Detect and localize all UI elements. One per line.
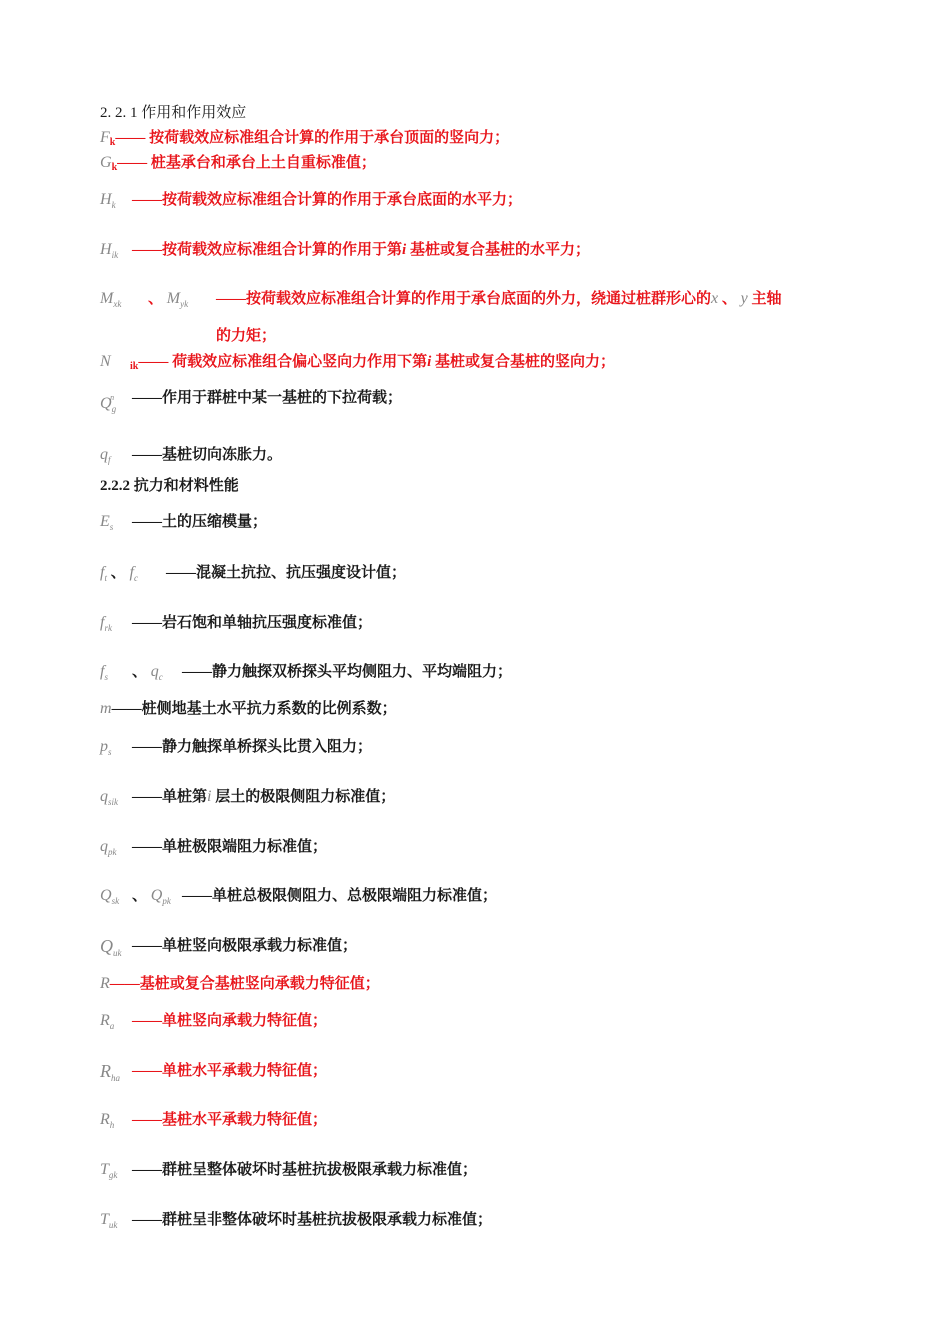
def-qsk-qpk — [100, 886, 498, 911]
definition-text-2: 基桩或复合基桩的水平力； — [406, 242, 590, 258]
symbol: G — [100, 154, 112, 171]
symbol: N — [100, 353, 111, 370]
symbol: R — [100, 1012, 110, 1029]
definition-text: —— 荷载效应标准组合偏心竖向力作用下第 — [138, 354, 428, 370]
definition-text: ——按荷载效应标准组合计算的作用于承台底面的水平力； — [132, 192, 523, 208]
definition-text: ——单桩第 — [132, 789, 208, 805]
subscript: ha — [111, 1073, 120, 1083]
definition-text-2: 主轴 — [747, 291, 782, 307]
definition-text: ——静力触探双桥探头平均侧阻力、平均端阻力； — [182, 664, 513, 680]
definition-text: ——单桩竖向承载力特征值； — [132, 1013, 328, 1029]
def-fk — [100, 128, 509, 153]
def-qsik — [100, 787, 396, 812]
def-qpk — [100, 837, 328, 862]
superscript: n — [110, 393, 115, 402]
symbol: E — [100, 513, 110, 530]
subscript: t — [104, 573, 107, 583]
subscript: s — [108, 747, 112, 757]
definition-text: —— 桩基承台和承台上土自重标准值； — [117, 155, 376, 171]
heading-text: 2.2.2 抗力和材料性能 — [100, 478, 239, 494]
definition-text: ——作用于群桩中某一基桩的下拉荷载； — [132, 390, 403, 406]
symbol: p — [100, 738, 108, 755]
subscript: k — [109, 137, 116, 148]
def-quk — [100, 936, 358, 963]
section-heading-2-2-2 — [100, 476, 239, 496]
definition-text: ——岩石饱和单轴抗压强度标准值； — [132, 615, 373, 631]
definition-text: ——按荷载效应标准组合计算的作用于承台底面的外力，绕通过桩群形心的 — [216, 291, 712, 307]
separator: 、 — [148, 291, 164, 307]
def-m — [100, 699, 397, 719]
def-rh — [100, 1110, 328, 1135]
subscript-2: c — [133, 573, 138, 583]
subscript: gk — [108, 1170, 118, 1180]
subscript: s — [104, 672, 108, 682]
def-mxk-cont — [216, 326, 276, 346]
index-symbol: i — [207, 788, 212, 805]
symbol: H — [100, 241, 112, 258]
subscript-2: yk — [180, 299, 189, 309]
subscript: ik — [111, 250, 119, 260]
def-ra — [100, 1011, 328, 1036]
subscript: a — [109, 1021, 115, 1031]
def-qgn — [100, 388, 403, 419]
definition-text: ——基桩水平承载力特征值； — [132, 1112, 328, 1128]
definition-text-2: 层土的极限侧阻力标准值； — [211, 789, 396, 805]
def-qf — [100, 445, 283, 470]
separator: 、 — [106, 565, 126, 581]
def-fs-qc — [100, 662, 513, 687]
subscript: g — [111, 404, 117, 414]
definition-text: ——基桩或复合基桩竖向承载力特征值； — [109, 976, 380, 992]
definition-text: ——单桩水平承载力特征值； — [132, 1063, 328, 1079]
symbol: q — [100, 788, 108, 805]
symbol: q — [100, 446, 108, 463]
subscript-2: c — [158, 672, 163, 682]
definition-text: ——单桩极限端阻力标准值； — [132, 839, 328, 855]
x-symbol: x — [711, 290, 719, 307]
subscript: rk — [104, 623, 112, 633]
symbol-2: Q — [150, 887, 163, 904]
symbol: m — [100, 700, 112, 717]
symbol: Q — [100, 395, 112, 412]
section-heading-2-2-1 — [100, 103, 246, 123]
subscript: xk — [113, 299, 122, 309]
def-tuk — [100, 1210, 493, 1235]
symbol: T — [100, 1161, 109, 1178]
heading-text: 2. 2. 1 作用和作用效应 — [100, 105, 247, 121]
symbol-2: q — [150, 663, 159, 680]
definition-text: ——基桩切向冻胀力。 — [132, 447, 283, 463]
definition-text: ——群桩呈整体破坏时基桩抗拔极限承载力标准值； — [132, 1162, 478, 1178]
def-nik — [100, 352, 616, 372]
def-mxk-myk — [100, 289, 782, 314]
definition-text: ——群桩呈非整体破坏时基桩抗拔极限承载力标准值； — [132, 1212, 493, 1228]
subscript: k — [111, 162, 118, 173]
index-symbol: i — [427, 354, 432, 370]
subscript-2: pk — [162, 896, 171, 906]
def-tgk — [100, 1160, 478, 1185]
symbol: Q — [100, 887, 112, 904]
separator: 、 — [132, 664, 148, 680]
subscript: uk — [113, 948, 122, 958]
symbol: H — [100, 191, 112, 208]
definition-text: ——桩侧地基土水平抗力系数的比例系数； — [111, 701, 397, 717]
definition-text: ——单桩总极限侧阻力、总极限端阻力标准值； — [182, 888, 498, 904]
subscript: ik — [130, 361, 139, 372]
symbol: M — [100, 290, 114, 307]
definition-text: ——单桩竖向极限承载力标准值； — [132, 938, 358, 954]
symbol: R — [100, 975, 110, 992]
index-symbol: i — [402, 242, 407, 258]
definition-text: ——按荷载效应标准组合计算的作用于第 — [132, 242, 403, 258]
def-hik — [100, 240, 590, 265]
def-frk — [100, 613, 373, 638]
separator: 、 — [132, 888, 148, 904]
y-symbol: y — [740, 290, 748, 307]
subscript: f — [108, 455, 111, 465]
def-gk — [100, 153, 376, 178]
symbol: R — [100, 1061, 111, 1081]
symbol: R — [100, 1111, 110, 1128]
definition-text-2: 基桩或复合基桩的竖向力； — [431, 354, 616, 370]
symbol-2: f — [129, 564, 134, 581]
subscript: sik — [108, 797, 118, 807]
subscript: s — [109, 522, 114, 532]
subscript: pk — [108, 847, 117, 857]
symbol: f — [100, 663, 105, 680]
subscript: k — [111, 200, 116, 210]
def-ps — [100, 737, 373, 762]
definition-text: ——混凝土抗拉、抗压强度设计值； — [166, 565, 407, 581]
definition-text: ——土的压缩模量； — [132, 514, 268, 530]
symbol-2: M — [166, 290, 181, 307]
definition-text: ——静力触探单桥探头比贯入阻力； — [132, 739, 373, 755]
definition-text: —— 按荷载效应标准组合计算的作用于承台顶面的竖向力； — [115, 130, 510, 146]
def-r — [100, 974, 380, 994]
symbol: f — [100, 614, 105, 631]
definition-text-3: 的力矩； — [216, 328, 277, 344]
symbol: f — [100, 564, 105, 581]
subscript: h — [109, 1120, 115, 1130]
def-hk — [100, 190, 523, 215]
def-es — [100, 512, 268, 537]
symbol: T — [100, 1211, 109, 1228]
symbol: q — [100, 838, 108, 855]
def-rha — [100, 1061, 328, 1088]
symbol: Q — [100, 936, 113, 956]
def-ft-fc — [100, 563, 407, 588]
subscript: uk — [108, 1220, 118, 1230]
symbol: F — [100, 129, 110, 146]
separator-2: 、 — [718, 291, 737, 307]
subscript: sk — [111, 896, 120, 906]
